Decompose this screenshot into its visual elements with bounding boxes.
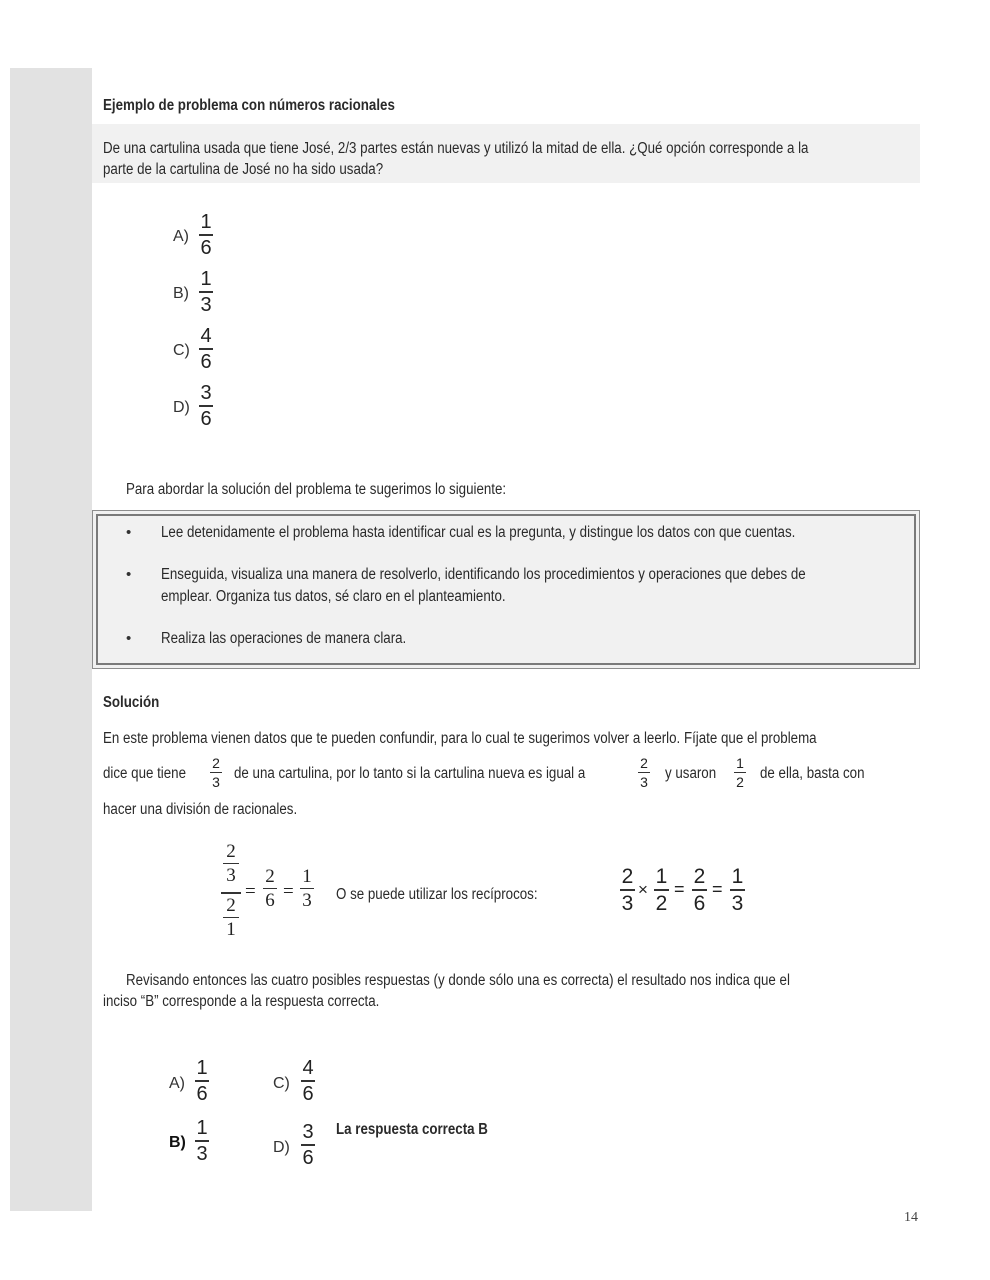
- complex-bottom-numerator: 2: [226, 895, 236, 916]
- answer-a-fraction: [195, 1058, 209, 1104]
- result-fraction-1-3: [300, 867, 314, 910]
- review-line-2: inciso “B” corresponde a la respuesta correcta.: [103, 993, 380, 1010]
- answer-a-denominator: 6: [196, 1082, 208, 1105]
- suggestion-intro: Para abordar la solución del problema te sugerimos lo siguiente:: [126, 481, 507, 498]
- review-line-1: Revisando entonces las cuatro posibles respuestas (y donde sólo una es correcta) el resultado nos indica que el: [126, 972, 790, 989]
- complex-bottom-denominator: 1: [226, 919, 236, 940]
- recip-equals-2: =: [712, 879, 723, 899]
- inline-fraction-2-3-second-numerator: 2: [640, 755, 648, 771]
- option-c-numerator: 4: [200, 325, 212, 347]
- recip-1-2-denominator: 2: [655, 891, 668, 915]
- answer-b-numerator: 1: [196, 1117, 208, 1139]
- option-a-numerator: 1: [200, 211, 212, 233]
- inline-fraction-2-3-second: [638, 756, 650, 789]
- solution-title: Solución: [103, 694, 160, 711]
- inline-fraction-2-3: [210, 756, 222, 789]
- solution-line-2b: de una cartulina, por lo tanto si la cartulina nueva es igual a: [234, 765, 586, 782]
- option-c-label: C): [173, 342, 190, 359]
- option-d-label: D): [173, 399, 190, 416]
- result-1-3-denominator: 3: [302, 890, 312, 911]
- answer-c-denominator: 6: [302, 1082, 314, 1105]
- recip-2-6-denominator: 6: [693, 891, 706, 915]
- tip-1-text: Lee detenidamente el problema hasta identificar cual es la pregunta, y distingue los datos con que cuentas.: [161, 524, 796, 541]
- tip-1-bullet: •: [126, 524, 132, 541]
- recip-1-3-denominator: 3: [731, 891, 744, 915]
- inline-fraction-2-3-denominator: 3: [212, 774, 220, 790]
- tip-2-bullet: •: [126, 566, 132, 583]
- question-line-1: De una cartulina usada que tiene José, 2/3 partes están nuevas y utilizó la mitad de ella. ¿Qué opción corresponde a la: [103, 140, 809, 157]
- answer-a-label: A): [169, 1075, 185, 1092]
- section-heading: Ejemplo de problema con números racionales: [103, 97, 395, 114]
- inline-fraction-2-3-second-denominator: 3: [640, 774, 648, 790]
- complex-main-bar: [221, 892, 241, 894]
- solution-line-1: En este problema vienen datos que te pueden confundir, para lo cual te sugerimos volver a leerlo. Fíjate que el problema: [103, 730, 817, 747]
- left-margin-bar: [10, 68, 92, 1211]
- option-a-fraction: [199, 212, 213, 258]
- result-2-6-numerator: 2: [265, 866, 275, 887]
- inline-fraction-2-3-numerator: 2: [212, 755, 220, 771]
- solution-line-2c: y usaron: [665, 765, 717, 782]
- complex-top-numerator: 2: [226, 841, 236, 862]
- result-fraction-2-6: [263, 867, 277, 910]
- recip-frac-1-2: [654, 866, 669, 914]
- complex-top-fraction: [223, 842, 239, 885]
- inline-fraction-1-2-denominator: 2: [736, 774, 744, 790]
- option-b-denominator: 3: [200, 293, 212, 316]
- recip-2-3-numerator: 2: [621, 865, 634, 888]
- result-1-3-numerator: 1: [302, 866, 312, 887]
- recip-frac-1-3: [730, 866, 745, 914]
- complex-top-denominator: 3: [226, 865, 236, 886]
- complex-fraction-equation: [221, 842, 321, 948]
- reciprocal-text: O se puede utilizar los recíprocos:: [336, 886, 538, 903]
- question-line-2: parte de la cartulina de José no ha sido usada?: [103, 161, 384, 178]
- recip-1-3-numerator: 1: [731, 865, 744, 888]
- option-c-fraction: [199, 326, 213, 372]
- tip-3-text: Realiza las operaciones de manera clara.: [161, 630, 407, 647]
- answer-d-fraction: [301, 1122, 315, 1168]
- tip-3-bullet: •: [126, 630, 132, 647]
- option-b-numerator: 1: [200, 268, 212, 290]
- answer-c-label: C): [273, 1075, 290, 1092]
- option-b-label: B): [173, 285, 189, 302]
- recip-frac-2-6: [692, 866, 707, 914]
- solution-line-2a: dice que tiene: [103, 765, 187, 782]
- correct-answer-note: La respuesta correcta B: [336, 1121, 488, 1138]
- equals-sign-1: =: [245, 881, 256, 902]
- equals-sign-2: =: [283, 881, 294, 902]
- answer-b-denominator: 3: [196, 1142, 208, 1165]
- inline-fraction-1-2-numerator: 1: [736, 755, 744, 771]
- times-sign: ×: [638, 880, 648, 899]
- tip-2-text-line-1: Enseguida, visualiza una manera de resolverlo, identificando los procedimientos y operaciones que debes de: [161, 566, 806, 583]
- recip-equals-1: =: [674, 879, 685, 899]
- answer-d-label: D): [273, 1139, 290, 1156]
- inline-fraction-1-2: [734, 756, 746, 789]
- option-d-fraction: [199, 383, 213, 429]
- complex-bottom-fraction: [223, 896, 239, 939]
- answer-c-fraction: [301, 1058, 315, 1104]
- tip-2-text-line-2: emplear. Organiza tus datos, sé claro en el planteamiento.: [161, 588, 506, 605]
- reciprocal-equation: [620, 866, 750, 922]
- result-2-6-denominator: 6: [265, 890, 275, 911]
- option-d-numerator: 3: [200, 382, 212, 404]
- recip-frac-2-3: [620, 866, 635, 914]
- answer-d-denominator: 6: [302, 1146, 314, 1169]
- answer-b-label: B): [169, 1134, 186, 1151]
- option-c-denominator: 6: [200, 350, 212, 373]
- solution-line-2d: de ella, basta con: [760, 765, 865, 782]
- recip-2-3-denominator: 3: [621, 891, 634, 915]
- recip-2-6-numerator: 2: [693, 865, 706, 888]
- option-d-denominator: 6: [200, 407, 212, 430]
- answer-a-numerator: 1: [196, 1057, 208, 1079]
- answer-c-numerator: 4: [302, 1057, 314, 1079]
- page-number: 14: [904, 1210, 918, 1225]
- option-b-fraction: [199, 269, 213, 315]
- recip-1-2-numerator: 1: [655, 865, 668, 888]
- option-a-denominator: 6: [200, 236, 212, 259]
- solution-line-3: hacer una división de racionales.: [103, 801, 298, 818]
- answer-d-numerator: 3: [302, 1121, 314, 1143]
- answer-b-fraction: [195, 1118, 209, 1164]
- option-a-label: A): [173, 228, 189, 245]
